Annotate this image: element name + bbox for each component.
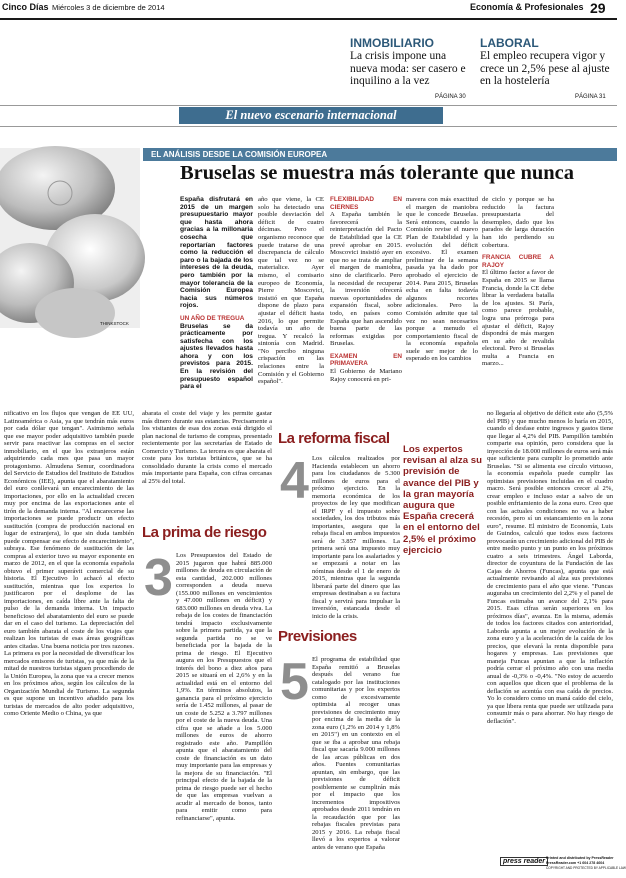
- footer-line-1: Printed and distributed by PressReader: [546, 856, 614, 860]
- teaser-laboral[interactable]: [480, 36, 610, 100]
- teaser-page: PÁGINA 31: [575, 94, 606, 100]
- publication-name: Cinco Días: [2, 2, 49, 12]
- paragraph: no llegaría al objetivo de déficit este año (5,5% del PIB) y que mucho menos lo haría en 2015, cuando el desfase entre ingresos y gastos tiene que llegar al 4,2% del PIB. Pampillón también comparte esa opinión, pero considera que la inyección de 18.000 millones de euros será más que suficiente para cumplir lo prometido ante Bruselas. "Si se alimenta ese círculo virtuoso, la economía española puede cumplir las optimistas previsiones incluidas en el cuadro macro. Será posible entonces crecer al 2%, crear empleo e incluso estar a salvo de un posible enfriamiento de la zona euro. Creo que con las actuales condiciones no va a haber recesión, pero sí un estancamiento en la zona euro", resume. El ministro de Economía, Luis de Guindos, calculó que todos esos factores provocarán un crecimiento adicional del PIB de entre medio punto y un punto en los próximos cuatro a seis trimestres. Ángel Laborda, director de coyuntura de la Fundación de las Cajas de Ahorros (Funcas), apunta que está actualmente revisando al alza sus previsiones de crecimiento para el año que viene. "Funcas auguraba un crecimiento del 2,2% y el panel de Funcas estimaba un avance del 2,1% para 2015. Esas cifras serán superiores en los próximos días", avanza. En la misma, además de todos los factores citados con anterioridad, Laborda apunta a un mejor evolución de la zona euro y a la aceleración de la caída de los precios, que elevará la renta disponible para hogares y empresas. Las previsiones que maneja Funcas apuntan a que la inflación podría cerrar el próximo año con una media anual de -0,3% o -0,4%. "No estoy de acuerdo con aquellos que dicen que el problema de la deflación se acentúa con esa caída de precios. Yo lo considero como un maná caído del cielo, ya que libera renta que puede ser utilizada para consumir más o para ahorrar. No hay riesgo de deflación".: [487, 410, 613, 725]
- teaser-page: PÁGINA 30: [435, 94, 466, 100]
- column-3: [330, 196, 402, 383]
- column-1: [180, 196, 253, 391]
- paragraph: año que viene, la CE solo ha detectado una posible desviación del déficit de cuatro décimas. Pero el organismo reconoce que puede tratarse de una discrepancia de cálculo que tal vez no se materialice. Ayer mismo, el comisario europeo de Economía, Pierre Moscovici, insistió en que España dispone de plazo para ajustar el déficit hasta 2016, lo que permite todavía un año de tregua. Y recalcó la sintonía con Madrid. "No percibo ninguna crispación en las relaciones entre la Comisión y el Gobierno español".: [258, 196, 324, 386]
- photo: [0, 148, 140, 328]
- paragraph: El último factor a favor de España en 2015 se llama Francia, donde la CE debe librar la verdadera batalla de los ajustes. Si París, como parece probable, logra una prórroga para ajustar el déficit, Rajoy dispondrá de más margen en su año de revalida electoral. Pero si Bruselas multa a Francia en marzo...: [482, 269, 554, 368]
- paragraph: Bruselas se da prácticamente por satisfecha con los ajustes llevados hasta ahora y con los previstos para 2015. En la revisión del presupuesto español para el: [180, 322, 253, 391]
- paragraph: Los cálculos realizados por Hacienda establecen un ahorro para los ciudadanos de 5.300 millones de euros para el próximo ejercicio. En la memoria económica de los proyectos de ley que modifican el IRPF y el impuesto sobre sociedades, los dos tributos más importantes, asegura que la rebaja fiscal en ambos impuestos será de 3.857 millones. La primera será una impuesto muy importante para los asalariados y se empezará a notar en las nóminas desde el 1 de enero de 2015, mientras que la segunda liberará parte del dinero que las empresas destinaban a su factura fiscal y servirá para impulsar la inversión, estancada desde el inicio de la crisis.: [312, 455, 400, 620]
- teaser-title: LABORAL: [480, 36, 539, 50]
- big-number-5: 5: [280, 653, 309, 711]
- big-number-3: 3: [144, 549, 173, 607]
- left-column: [4, 410, 134, 718]
- lead-paragraph: España disfrutará en 2015 de un margen presupuestario mayor que hasta ahora gracias a la millonaria cosecha que reportarían factores como la reducción el paro o la bajada de los intereses de la deuda, pero también por la mayor tolerancia de la Comisión Europea hacia sus números rojos.: [180, 196, 253, 310]
- pullquote: Los expertos revisan al alza su previsión de avance del PIB y la gran mayoría augura que España crecerá en el entorno del 2,5% el próximo ejercicio: [403, 444, 482, 556]
- paragraph: El programa de estabilidad que España remitió a Bruselas después del verano fue catalogado por las instituciones comunitarias y por los expertos como de excesivamente optimista al recoger unas previsiones de crecimiento muy por encima de la media de la zona euro (1,2% en 2014 y 1,8% en 2015") en un contexto en el que se iba a aprobar una rebaja fiscal que sacaría 9.000 millones de las arcas públicas en dos años. Fuentes comunitarias apuntan, sin embargo, que las previsiones de déficit posiblemente se cumplirán más por el impacto que los incrementos impositivos aprobados desde 2011 tendrán en la recaudación que por las rebajas fiscales previstas para 2015 y 2016. La rebaja fiscal llevó a los expertos a valorar antes de verano que España: [312, 656, 400, 851]
- issue-date: Miércoles 3 de diciembre de 2014: [52, 3, 165, 12]
- col2-body: [176, 552, 272, 822]
- right-column: [487, 410, 613, 725]
- section-title-reforma: La reforma fiscal: [278, 430, 390, 447]
- paragraph: abarata el coste del viaje y les permite gastar más dinero durante sus estancias. Precisamente a los visitantes de esas dos zonas está dirigido el plan nacional de turismo de compras, presentado recientemente por las secretarías de Estado de Comercio y Turismo. La tercera es que abarata el coste para los turistas británicos, que se ha consolidado durante la crisis como el mercado más importante para España, con cifras cercanas al 25% del total.: [142, 410, 272, 485]
- page-number: 29: [590, 0, 606, 16]
- article-kicker: EL ANÁLISIS DESDE LA COMISIÓN EUROPEA: [143, 148, 617, 161]
- article-headline: Bruselas se muestra más tolerante que nunca: [180, 162, 575, 184]
- section-title-previsiones: Previsiones: [278, 628, 357, 645]
- col3-body: [312, 455, 400, 620]
- paragraph: Los Presupuestos del Estado de 2015 jugaron que habrá 885.000 millones de deuda en circulación de esta cantidad, 202.000 millones corresponden a deuda nueva (155.000 millones en vencimientos y 47.000 millones en déficit) y 683.000 millones en deuda viva. La rebaja de los costes de financiación tendrá impacto exclusivamente sobre la primera partida, ya que la segunda partida no se ve beneficiada por la bajada de la prima de riesgo. El Ejecutivo augura en los Presupuestos que el interés del bono a diez años para 2015 se situará en el 2,6% y en la actualidad está en el entorno del 1,9%. En términos absolutos, la ganancia para el próximo ejercicio sería de 1.452 millones, al pasar de un coste de 5.252 a 3.797 millones por el coste de la nueva deuda. Una cifra que se añade a los 5.000 millones de euros de ahorro registrado este año. Pampillón apunta que el abaratamiento del coste de financiación es un dato muy importante para las empresas y la mejora de su financiación. "El principal efecto de la bajada de la prima de riesgo puede ser el hecho de que las empresas vuelvan a acudir al mercado de bonos, tanto para emitir como para refinanciarse", apunta.: [176, 552, 272, 822]
- pressreader-footer[interactable]: [500, 855, 626, 875]
- paragraph: El Gobierno de Mariano Rajoy conocerá en pri-: [330, 368, 402, 383]
- section-name: Economía & Profesionales: [470, 2, 584, 12]
- page-header: [0, 0, 617, 20]
- teaser-body: La crisis impone una nueva moda: ser casero e inquilino a la vez: [350, 50, 466, 87]
- pressreader-logo: press reader: [500, 857, 548, 866]
- column-5: [482, 196, 554, 368]
- paragraph: nificativo en los flujos que vengan de EE UU, Latinoamérica o Asia, ya que tendrán más euros por cada dólar que tengan". Asimismo señala que ese mayor poder adquisitivo también puede servir para reactivar las compras en el sector inmobiliario, en el que los extranjeros están adquiriendo cada mes que pasa un mayor protagonismo. Almudena Semur, coordinadora del Servicio de Estudios del Instituto de Estudios Económicos (IEE), apunta que el abaratamiento del euro conllevará un encarecimiento de las importaciones, por ello en la actualidad crecen muy por encima de las exportaciones ante el tirón de la demanda interna. "Al encarecerse las importaciones se puede producir un efecto sustitución (compra de producción nacional en lugar de extranjera), lo que sin duda también puede compensar ese efecto de encarecimiento", subraya. Ese fenómeno de sustitución de las compras al exterior tuvo su mayor exponente en marzo de 2012, en el que la economía española obtuvo el primer superávit comercial de su historia. El Ejecutivo lo achacó al efecto sustitución, mientras que los expertos lo justificaron por el desplome de las importaciones, en caída libre ante la falta de pulso de la demanda interna. Un impacto beneficioso del abaratamiento del euro se puede dar en el caso del turismo. La depreciación del euro también abarata el coste de los viajes que realizan los turistas de esas áreas geográficas antes citadas. Una buena noticia por tres razones. La primera es por la necesidad de diversificar los mercados emisores de turistas, ya que más de la mitad de nuestros turistas siguen procediendo de la Unión Europea, la zona que va a crecer menos en los próximos años, según los cálculos de la Organización Mundial de Turismo. La segunda es que supone un incentivo añadido para los turistas de mercados de alto poder adquisitivo, como Oriente Medio o China, ya que: [4, 410, 134, 717]
- banner-title: El nuevo escenario internacional: [179, 107, 443, 124]
- subhead: FRANCIA CUBRE A RAJOY: [482, 254, 554, 269]
- paragraph: de ciclo y porque se ha reducido la factura presupuestaria del desempleo, dado que los parados de larga duración han ido perdiendo su cobertura.: [482, 196, 554, 249]
- subhead: UN AÑO DE TREGUA: [180, 314, 245, 322]
- paragraph: A España también le favorecerá la reinterpretación del Pacto de Estabilidad que la CE prevé aprobar en 2015. Moscovici insistió ayer en que no se trata de ampliar el margen de maniobra, sino de clarificarlo. Pero la necesidad de recuperar la inversión ofrecerá nuevas oportunidades de expansión fiscal, sobre todo, en países como España que han ascendido buena parte de las reformas exigidas por Bruselas.: [330, 211, 402, 348]
- footer-line-2: PressReader.com +1 604 278 4604: [546, 861, 605, 865]
- column-4: [406, 196, 478, 363]
- subhead: FLEXIBILIDAD EN CIERNES: [330, 196, 402, 211]
- col3-body2: [312, 656, 400, 851]
- footer-line-3: COPYRIGHT AND PROTECTED BY APPLICABLE LAW: [546, 866, 626, 870]
- teaser-body: El empleo recupera vigor y crece un 2,5% pese al ajuste en la hostelería: [480, 50, 610, 87]
- subhead: EXAMEN EN PRIMAVERA: [330, 352, 402, 368]
- photo-credit: THINKSTOCK: [100, 321, 129, 326]
- column-2: [258, 196, 324, 386]
- big-number-4: 4: [280, 452, 309, 510]
- col2-top: [142, 410, 272, 485]
- teaser-inmobiliario[interactable]: [350, 36, 475, 100]
- section-banner: [0, 105, 617, 127]
- teaser-title: INMOBILIARIO: [350, 36, 434, 50]
- euro-coins-image: [0, 148, 140, 328]
- section-title-prima: La prima de riesgo: [142, 524, 267, 541]
- paragraph: mavera con más exactitud el margen de maniobra que le concede Bruselas. Será entonces, cuando la Comisión revise el nuevo Plan de Estabilidad y la evolución del déficit excesivo. El examen preliminar de la semana pasada ya ha dado por aprobado el ejercicio de 2014. Para 2015, Bruselas echa en falta todavía algunos recortes adicionales. Pero la Comisión admite que tal vez no sean necesarios porque a menudo el comportamiento fiscal de la economía española suele ser mejor de lo esperado en los cambios: [406, 196, 478, 363]
